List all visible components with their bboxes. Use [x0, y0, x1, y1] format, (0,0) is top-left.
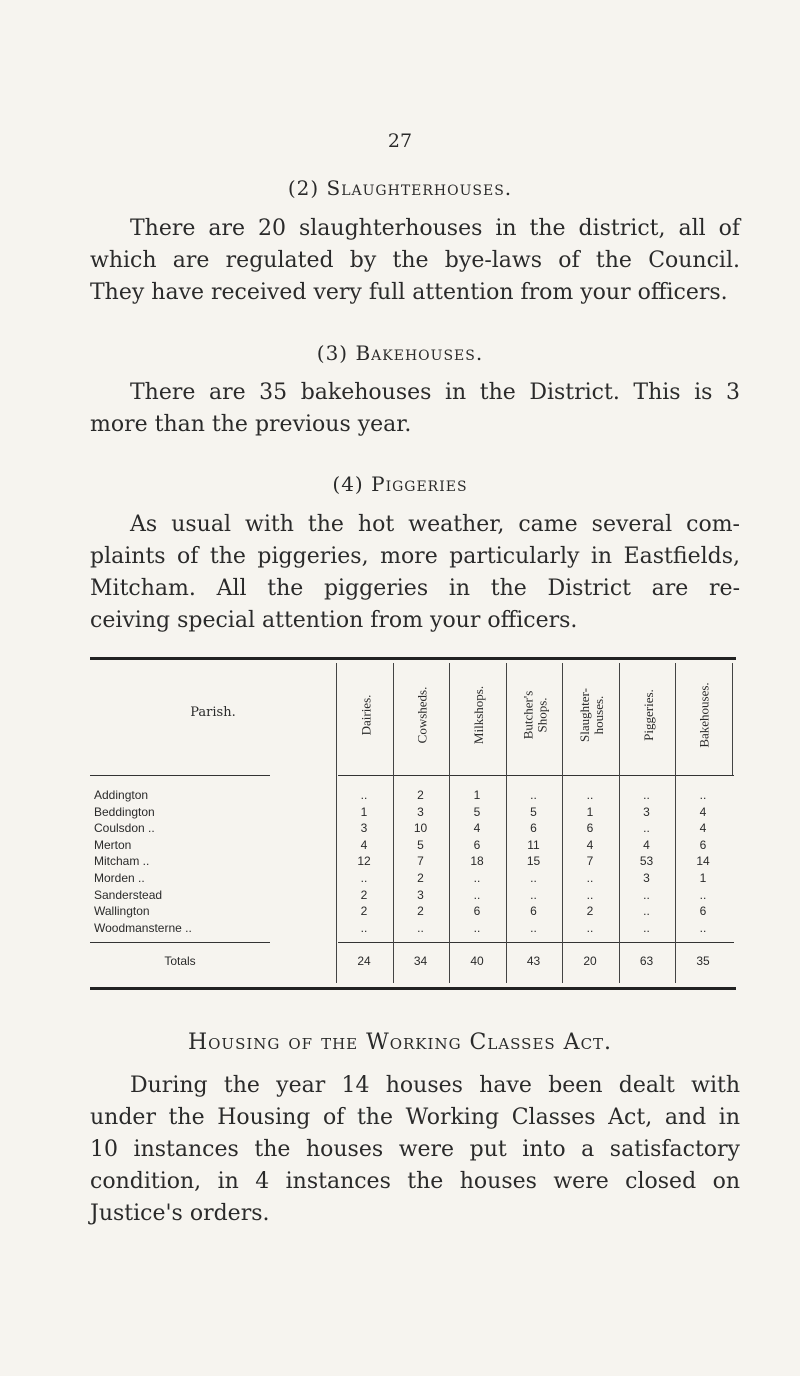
table-cell: 3	[417, 804, 424, 819]
table-cell: 15	[526, 854, 541, 869]
table-cell: 1	[586, 804, 594, 819]
table-row	[90, 921, 740, 935]
table-cell: 63	[639, 954, 654, 968]
column-header-line: Butcher's	[520, 690, 536, 740]
column-header-label	[698, 682, 712, 747]
table-cell: ..	[643, 821, 650, 836]
table-cell: ..	[530, 871, 537, 885]
parish-name: Sanderstead	[94, 887, 163, 902]
table-cell: 4	[699, 821, 707, 836]
table-cell: ..	[530, 920, 537, 935]
table-cell: 6	[530, 904, 537, 919]
paragraph-line: Justice's orders.	[90, 1201, 270, 1226]
table-cell: ..	[643, 887, 650, 902]
table-row	[90, 904, 740, 918]
table-cell: 3	[360, 821, 368, 836]
table-cell: 4	[699, 804, 707, 819]
table-cell: ..	[586, 887, 594, 902]
table-cell: ..	[417, 920, 424, 935]
housing-paragraph	[90, 1070, 740, 1230]
table-cell: 3	[643, 871, 650, 885]
table-cell: 6	[473, 904, 481, 919]
piggeries-heading-number: (4)	[332, 472, 364, 496]
table-cell: 12	[357, 854, 371, 869]
table-row	[90, 821, 740, 835]
column-divider	[562, 663, 563, 983]
premises-table	[90, 657, 740, 997]
paragraph-line: ceiving special attention from your officers.	[90, 608, 578, 633]
totals-row	[90, 954, 740, 968]
table-row	[90, 871, 740, 885]
bakehouses-heading-number: (3)	[316, 341, 349, 365]
paragraph-line: Mitcham. All the piggeries in the District are re-	[90, 576, 740, 601]
piggeries-heading-text: Piggeries	[371, 472, 468, 496]
table-top-rule	[90, 657, 736, 660]
table-cell: 6	[473, 837, 481, 852]
paragraph-line: more than the previous year.	[90, 412, 412, 437]
table-cell: 2	[360, 887, 368, 902]
table-cell: 3	[417, 887, 424, 902]
table-cell: ..	[530, 887, 537, 902]
table-cell: 10	[413, 821, 428, 836]
page-number: 27	[387, 130, 413, 152]
table-cell: ..	[586, 920, 594, 935]
table-row	[90, 805, 740, 819]
table-cell: 40	[470, 954, 484, 968]
column-header-label	[522, 691, 550, 740]
column-header-line: Bakehouses.	[697, 682, 713, 748]
column-header-line: Dairies.	[357, 694, 373, 736]
table-cell: 4	[473, 821, 481, 836]
table-cell: 4	[586, 837, 594, 852]
table-cell: 2	[417, 788, 424, 802]
paragraph-line: 10 instances the houses were put into a satisfactory	[90, 1137, 740, 1162]
paragraph-line: As usual with the hot weather, came several com-	[130, 512, 740, 537]
slaughterhouses-heading-text: Slaughterhouses.	[326, 176, 513, 200]
paragraph-line: which are regulated by the bye-laws of the Council.	[90, 248, 740, 273]
paragraph-line: There are 35 bakehouses in the District. This is 3	[130, 380, 740, 405]
column-header-line: Slaughter-	[577, 688, 592, 742]
table-bottom-rule	[90, 987, 736, 990]
table-cell: ..	[360, 920, 368, 935]
table-cell: 4	[643, 837, 650, 852]
bakehouses-heading-text: Bakehouses.	[355, 341, 484, 365]
table-cell: 2	[360, 904, 368, 919]
table-row	[90, 788, 740, 802]
table-cell: 1	[473, 788, 481, 802]
table-cell: 4	[360, 837, 368, 852]
table-cell: 1	[699, 871, 707, 885]
header-rule-left	[90, 775, 270, 776]
column-header-bakehouses	[677, 665, 733, 765]
table-cell: 6	[586, 821, 594, 836]
parish-column-header: Parish.	[190, 705, 236, 720]
table-cell: 14	[696, 854, 710, 869]
table-row	[90, 838, 740, 852]
table-cell: ..	[360, 788, 368, 802]
table-cell: ..	[473, 887, 481, 902]
column-header-line: Milkshops.	[471, 685, 486, 745]
parish-name: Addington	[94, 788, 149, 802]
column-header-butcher-s-shops	[508, 665, 564, 765]
paragraph-line: There are 20 slaughterhouses in the district, all of	[130, 216, 740, 241]
table-cell: ..	[699, 788, 707, 802]
table-cell: ..	[699, 887, 707, 902]
table-cell: ..	[586, 788, 594, 802]
column-divider	[449, 663, 450, 983]
parish-name: Beddington	[94, 804, 155, 819]
slaughterhouses-heading-number: (2)	[287, 176, 320, 200]
column-divider	[619, 663, 620, 983]
table-cell: ..	[473, 920, 481, 935]
column-divider	[732, 663, 733, 775]
totals-label: Totals	[164, 954, 196, 968]
table-cell: 2	[417, 904, 424, 919]
paragraph-line: under the Housing of the Working Classes Act, and in	[90, 1105, 740, 1130]
table-cell: 35	[696, 954, 710, 968]
column-divider	[393, 663, 394, 983]
table-cell: ..	[360, 871, 368, 885]
table-cell: 2	[586, 904, 594, 919]
parish-name: Woodmansterne ..	[94, 920, 192, 935]
column-divider	[675, 663, 676, 983]
table-cell: 34	[413, 954, 428, 968]
paragraph-line: plaints of the piggeries, more particularly in Eastfields,	[90, 544, 740, 569]
table-cell: 1	[360, 804, 368, 819]
piggeries-paragraph	[90, 509, 740, 637]
totals-rule-left	[90, 942, 270, 943]
paragraph-line: During the year 14 houses have been dealt with	[130, 1073, 740, 1098]
table-cell: 7	[586, 854, 594, 869]
paragraph-line: They have received very full attention from your officers.	[90, 280, 728, 305]
table-cell: ..	[530, 788, 537, 802]
table-cell: 43	[526, 954, 541, 968]
table-cell: 7	[417, 854, 424, 869]
column-header-milkshops	[451, 665, 507, 765]
table-cell: 20	[583, 954, 597, 968]
table-cell: 6	[699, 904, 707, 919]
column-divider	[336, 663, 337, 983]
table-cell: 3	[643, 804, 650, 819]
table-cell: ..	[643, 788, 650, 802]
parish-name: Wallington	[94, 904, 150, 919]
housing-heading	[0, 1030, 800, 1055]
table-cell: 5	[530, 804, 537, 819]
parish-name: Merton	[94, 837, 132, 852]
table-cell: ..	[473, 871, 481, 885]
table-row	[90, 854, 740, 868]
column-header-line: Piggeries.	[640, 689, 656, 741]
table-cell: 5	[473, 804, 481, 819]
bakehouses-heading	[0, 341, 800, 365]
column-header-label	[359, 695, 373, 736]
column-header-piggeries	[621, 665, 677, 765]
column-header-label	[578, 688, 606, 742]
column-header-label	[472, 686, 486, 744]
table-cell: 11	[527, 837, 540, 852]
table-cell: 18	[470, 854, 484, 869]
column-header-slaughter-houses	[564, 665, 620, 765]
table-cell: ..	[586, 871, 594, 885]
parish-name: Morden ..	[94, 871, 145, 885]
column-header-line: Shops.	[534, 697, 550, 733]
piggeries-heading	[0, 472, 800, 496]
table-cell: 24	[357, 954, 371, 968]
table-cell: 5	[417, 837, 424, 852]
parish-name: Coulsdon ..	[94, 821, 155, 836]
column-header-cowsheds	[395, 665, 451, 765]
housing-heading-text: Housing of the Working Classes Act.	[187, 1030, 613, 1055]
table-row	[90, 888, 740, 902]
slaughterhouses-heading	[0, 176, 800, 200]
column-header-label	[641, 689, 655, 741]
table-cell: 53	[639, 854, 654, 869]
table-cell: ..	[699, 920, 707, 935]
table-cell: 6	[699, 837, 707, 852]
table-cell: ..	[643, 920, 650, 935]
paragraph-line: condition, in 4 instances the houses were closed on	[90, 1169, 740, 1194]
slaughterhouses-paragraph	[90, 213, 740, 309]
table-cell: ..	[643, 904, 650, 919]
bakehouses-paragraph	[90, 377, 740, 441]
table-cell: 6	[530, 821, 537, 836]
column-header-label	[416, 687, 430, 744]
column-header-dairies	[338, 665, 394, 765]
parish-name: Mitcham ..	[94, 854, 150, 869]
column-header-line: houses.	[591, 695, 606, 735]
table-cell: 2	[417, 871, 424, 885]
column-divider	[506, 663, 507, 983]
column-header-line: Cowsheds.	[414, 686, 430, 744]
